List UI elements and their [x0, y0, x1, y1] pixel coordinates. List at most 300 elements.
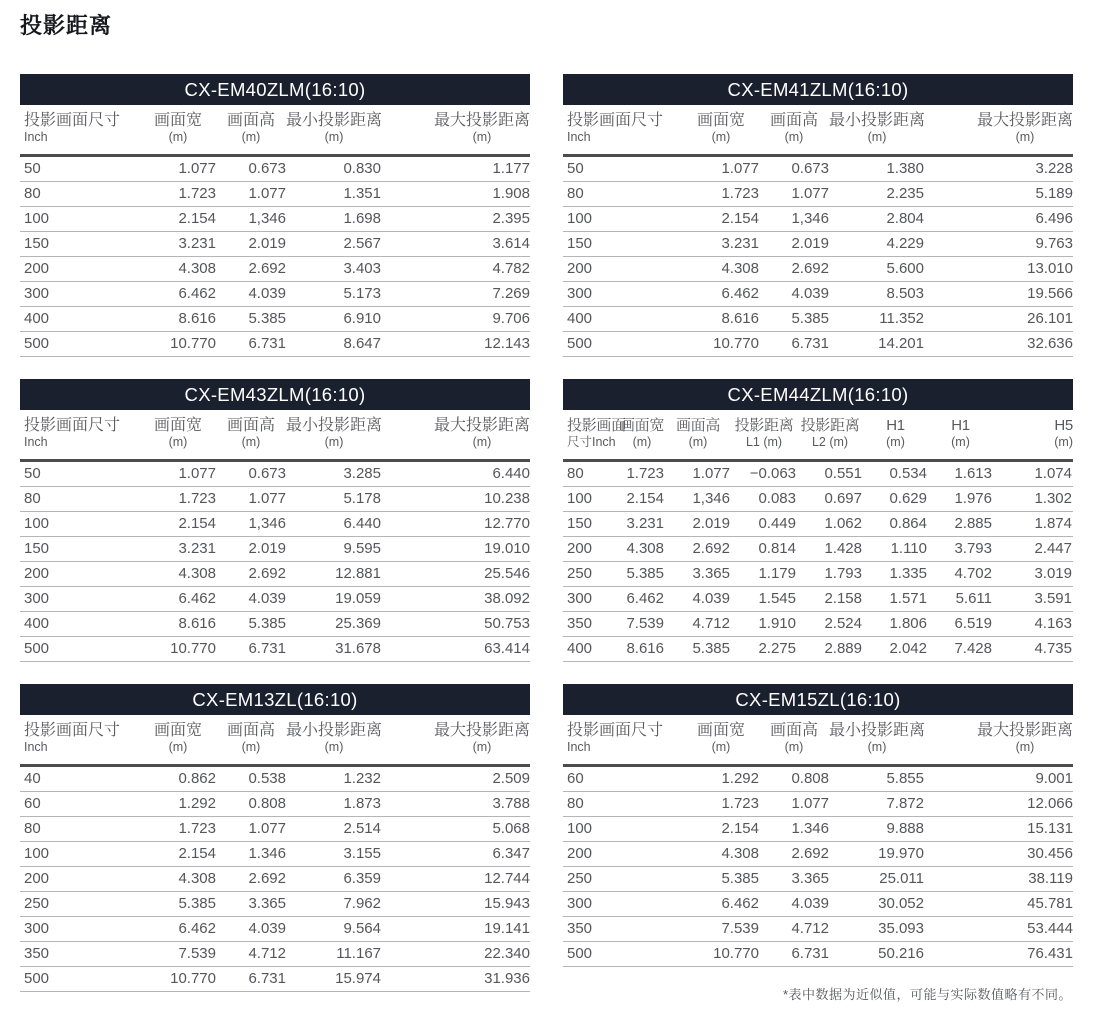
cell: 2.275: [731, 637, 797, 662]
cell: 1.077: [759, 182, 829, 207]
cell: 10.770: [683, 942, 759, 967]
cell: 1.806: [863, 612, 928, 637]
table-title-bar: [20, 379, 530, 410]
column-header-line1: 最大投影距离: [433, 417, 530, 434]
cell: 3.231: [140, 537, 216, 562]
header-row: [20, 715, 530, 766]
cell: 6.462: [619, 587, 665, 612]
cell: 2.692: [216, 257, 286, 282]
column-header-line2: L2 (m): [811, 435, 849, 449]
cell: 1,346: [216, 207, 286, 232]
cell: 6.731: [759, 332, 829, 357]
column-header: [759, 715, 829, 766]
cell: 6.731: [216, 332, 286, 357]
table-title: CX-EM15ZL(16:10): [735, 688, 901, 710]
cell: 4.308: [140, 867, 216, 892]
cell: 2.154: [140, 512, 216, 537]
cell: 7.269: [381, 282, 530, 307]
table-row: [20, 917, 530, 942]
cell: 1.077: [216, 487, 286, 512]
column-header-line1: 最大投影距离: [976, 722, 1073, 739]
column-header-line1: 画面高: [675, 417, 721, 434]
cell: 2.804: [829, 207, 924, 232]
table-title: CX-EM40ZLM(16:10): [184, 78, 366, 100]
column-header: [619, 410, 665, 461]
column-header-line2: (m): [886, 435, 905, 449]
cell: 80: [563, 461, 619, 487]
cell: 2.158: [797, 587, 863, 612]
cell: 4.782: [381, 257, 530, 282]
table-row: [563, 792, 1073, 817]
column-header: [216, 105, 286, 156]
column-header-line1: 投影距离: [800, 417, 860, 434]
cell: −0.063: [731, 461, 797, 487]
projection-table-cx-em43zlm: [20, 379, 530, 662]
cell: 4.712: [665, 612, 731, 637]
cell: 4.308: [683, 842, 759, 867]
cell: 200: [20, 562, 140, 587]
cell: 22.340: [381, 942, 530, 967]
cell: 300: [563, 587, 619, 612]
cell: 76.431: [924, 942, 1073, 967]
column-header-line2: (m): [784, 130, 804, 144]
cell: 1.910: [731, 612, 797, 637]
cell: 30.456: [924, 842, 1073, 867]
column-header-line2: (m): [168, 130, 188, 144]
cell: 1.077: [216, 182, 286, 207]
cell: 19.010: [381, 537, 530, 562]
column-header-line1: 画面高: [769, 722, 818, 739]
table-row: [20, 967, 530, 992]
cell: 200: [20, 867, 140, 892]
cell: 4.039: [216, 282, 286, 307]
cell: 50.753: [381, 612, 530, 637]
cell: 30.052: [829, 892, 924, 917]
cell: 2.019: [216, 232, 286, 257]
cell: 200: [563, 537, 619, 562]
cell: 6.519: [928, 612, 993, 637]
table-row: [20, 537, 530, 562]
cell: 10.770: [140, 637, 216, 662]
cell: 1.346: [759, 817, 829, 842]
cell: 1,346: [216, 512, 286, 537]
cell: 1.077: [216, 817, 286, 842]
cell: 0.538: [216, 766, 286, 792]
column-header: [683, 105, 759, 156]
cell: 200: [20, 257, 140, 282]
column-header: [924, 105, 1073, 156]
cell: 400: [563, 307, 683, 332]
cell: 500: [20, 637, 140, 662]
projection-table-cx-em41zlm: [563, 74, 1073, 357]
cell: 5.173: [286, 282, 381, 307]
header-row: [563, 105, 1073, 156]
cell: 4.039: [665, 587, 731, 612]
column-header-line2: (m): [168, 740, 188, 754]
cell: 50: [20, 461, 140, 487]
cell: 12.066: [924, 792, 1073, 817]
cell: 5.385: [619, 562, 665, 587]
cell: 31.936: [381, 967, 530, 992]
cell: 2.567: [286, 232, 381, 257]
cell: 2.019: [759, 232, 829, 257]
cell: 250: [563, 867, 683, 892]
cell: 2.154: [683, 817, 759, 842]
cell: 12.744: [381, 867, 530, 892]
column-header: [863, 410, 928, 461]
column-header-line2: (m): [711, 130, 731, 144]
cell: 8.616: [140, 307, 216, 332]
cell: 6.462: [683, 282, 759, 307]
table-row: [20, 792, 530, 817]
cell: 1.874: [993, 512, 1073, 537]
column-header: [381, 410, 530, 461]
cell: 0.814: [731, 537, 797, 562]
cell: 7.539: [683, 917, 759, 942]
cell: 0.449: [731, 512, 797, 537]
table-title-bar: [20, 74, 530, 105]
column-header-line2: (m): [1015, 740, 1035, 754]
cell: 1.723: [683, 182, 759, 207]
column-header: [759, 105, 829, 156]
cell: 7.872: [829, 792, 924, 817]
cell: 80: [20, 487, 140, 512]
table-row: [20, 282, 530, 307]
cell: 53.444: [924, 917, 1073, 942]
cell: 80: [20, 182, 140, 207]
cell: 1.613: [928, 461, 993, 487]
cell: 2.395: [381, 207, 530, 232]
cell: 6.731: [216, 967, 286, 992]
cell: 400: [20, 307, 140, 332]
table-row: [563, 282, 1073, 307]
column-header-line1: 画面高: [226, 722, 275, 739]
column-header: [381, 715, 530, 766]
table-row: [20, 892, 530, 917]
cell: 4.702: [928, 562, 993, 587]
cell: 40: [20, 766, 140, 792]
cell: 1.698: [286, 207, 381, 232]
cell: 1.077: [683, 156, 759, 182]
table-row: [563, 817, 1073, 842]
column-header-line2: (m): [241, 435, 261, 449]
column-header-line2: (m): [241, 740, 261, 754]
cell: 80: [20, 817, 140, 842]
table-row: [563, 182, 1073, 207]
column-header-line2: Inch: [24, 435, 48, 449]
table-band-1: [20, 74, 1073, 357]
table-row: [563, 892, 1073, 917]
cell: 1.723: [140, 817, 216, 842]
cell: 15.943: [381, 892, 530, 917]
cell: 2.019: [216, 537, 286, 562]
cell: 100: [20, 207, 140, 232]
right-column: [563, 684, 1073, 1003]
cell: 4.735: [993, 637, 1073, 662]
cell: 8.647: [286, 332, 381, 357]
cell: 60: [563, 766, 683, 792]
column-header-line1: 投影画面尺寸: [24, 722, 121, 739]
cell: 63.414: [381, 637, 530, 662]
table-row: [20, 156, 530, 182]
cell: 1.074: [993, 461, 1073, 487]
column-header-line1: 投影画面尺寸: [24, 417, 121, 434]
cell: 7.428: [928, 637, 993, 662]
cell: 4.712: [216, 942, 286, 967]
cell: 6.731: [759, 942, 829, 967]
column-header-line2: (m): [784, 740, 804, 754]
cell: 1.723: [683, 792, 759, 817]
cell: 5.385: [683, 867, 759, 892]
cell: 1.723: [140, 182, 216, 207]
cell: 4.229: [829, 232, 924, 257]
table-row: [20, 817, 530, 842]
cell: 5.068: [381, 817, 530, 842]
column-header-line1: H1: [951, 417, 970, 434]
cell: 3.228: [924, 156, 1073, 182]
projection-table-cx-em44zlm: [563, 379, 1073, 662]
column-header: [20, 715, 140, 766]
cell: 7.539: [140, 942, 216, 967]
cell: 9.706: [381, 307, 530, 332]
table-row: [563, 512, 1073, 537]
table-row: [563, 562, 1073, 587]
table-row: [20, 307, 530, 332]
cell: 100: [563, 487, 619, 512]
cell: 80: [563, 182, 683, 207]
cell: 400: [20, 612, 140, 637]
column-header-line2: (m): [1054, 435, 1073, 449]
table-row: [20, 207, 530, 232]
cell: 200: [563, 257, 683, 282]
cell: 2.885: [928, 512, 993, 537]
table-title: CX-EM43ZLM(16:10): [184, 383, 366, 405]
column-header-line1: 最大投影距离: [433, 722, 530, 739]
cell: 38.119: [924, 867, 1073, 892]
column-header-line1: 画面宽: [619, 417, 665, 434]
column-header-line2: Inch: [567, 130, 591, 144]
column-header: [381, 105, 530, 156]
cell: 9.595: [286, 537, 381, 562]
column-header: [829, 105, 924, 156]
cell: 4.039: [759, 892, 829, 917]
cell: 12.143: [381, 332, 530, 357]
cell: 3.403: [286, 257, 381, 282]
table-row: [563, 537, 1073, 562]
column-header: [731, 410, 797, 461]
cell: 0.673: [216, 156, 286, 182]
cell: 0.629: [863, 487, 928, 512]
cell: 300: [563, 282, 683, 307]
cell: 15.131: [924, 817, 1073, 842]
cell: 5.385: [216, 612, 286, 637]
cell: 1.793: [797, 562, 863, 587]
cell: 19.970: [829, 842, 924, 867]
cell: 6.462: [140, 587, 216, 612]
column-header-line1: H5: [1054, 417, 1073, 434]
projection-table-cx-em15zl: [563, 684, 1073, 967]
cell: 1.179: [731, 562, 797, 587]
table-row: [20, 766, 530, 792]
cell: 1.232: [286, 766, 381, 792]
column-header-line2: Inch: [24, 130, 48, 144]
cell: 0.864: [863, 512, 928, 537]
header-row: [20, 105, 530, 156]
cell: 6.440: [286, 512, 381, 537]
cell: 15.974: [286, 967, 381, 992]
cell: 6.496: [924, 207, 1073, 232]
column-header-line1: 画面宽: [153, 722, 202, 739]
cell: 4.163: [993, 612, 1073, 637]
table-row: [20, 562, 530, 587]
cell: 2.154: [140, 207, 216, 232]
cell: 50: [20, 156, 140, 182]
column-header: [563, 105, 683, 156]
table-title-bar: [563, 379, 1073, 410]
cell: 150: [563, 512, 619, 537]
cell: 25.369: [286, 612, 381, 637]
projection-table-cx-em13zl: [20, 684, 530, 992]
cell: 4.039: [216, 587, 286, 612]
column-header-line2: (m): [472, 435, 492, 449]
cell: 8.616: [683, 307, 759, 332]
cell: 1.335: [863, 562, 928, 587]
cell: 3.365: [216, 892, 286, 917]
column-header-line2: (m): [168, 435, 188, 449]
table-row: [563, 307, 1073, 332]
column-header-line2: Inch: [567, 740, 591, 754]
column-header: [797, 410, 863, 461]
column-header-line2: 尺寸Inch: [567, 435, 616, 449]
cell: 1.873: [286, 792, 381, 817]
table-row: [20, 867, 530, 892]
cell: 12.881: [286, 562, 381, 587]
cell: 300: [20, 917, 140, 942]
column-header-line1: 画面高: [226, 112, 275, 129]
cell: 100: [20, 512, 140, 537]
cell: 2.524: [797, 612, 863, 637]
cell: 12.770: [381, 512, 530, 537]
cell: 19.059: [286, 587, 381, 612]
cell: 1.077: [140, 461, 216, 487]
column-header-line2: L1 (m): [745, 435, 783, 449]
cell: 2.447: [993, 537, 1073, 562]
cell: 100: [563, 207, 683, 232]
cell: 4.308: [619, 537, 665, 562]
cell: 5.855: [829, 766, 924, 792]
cell: 32.636: [924, 332, 1073, 357]
cell: 19.141: [381, 917, 530, 942]
cell: 50.216: [829, 942, 924, 967]
cell: 0.862: [140, 766, 216, 792]
cell: 2.042: [863, 637, 928, 662]
column-header-line2: (m): [867, 130, 887, 144]
column-header-line1: 投影画面尺寸: [567, 112, 664, 129]
column-header-line1: 画面宽: [153, 417, 202, 434]
table-row: [563, 766, 1073, 792]
column-header-line1: H1: [886, 417, 905, 434]
cell: 500: [563, 942, 683, 967]
cell: 3.155: [286, 842, 381, 867]
cell: 1.346: [216, 842, 286, 867]
column-header: [563, 410, 626, 461]
table-row: [20, 232, 530, 257]
column-header-line2: (m): [241, 130, 261, 144]
table-row: [20, 182, 530, 207]
cell: 10.238: [381, 487, 530, 512]
cell: 500: [20, 967, 140, 992]
cell: 0.808: [759, 766, 829, 792]
table-row: [563, 637, 1073, 662]
cell: 35.093: [829, 917, 924, 942]
column-header: [286, 715, 381, 766]
column-header-line1: 最小投影距离: [829, 112, 926, 129]
cell: 200: [563, 842, 683, 867]
column-header-line1: 最小投影距离: [829, 722, 926, 739]
cell: 1.302: [993, 487, 1073, 512]
cell: 5.600: [829, 257, 924, 282]
cell: 10.770: [683, 332, 759, 357]
column-header-line1: 画面高: [226, 417, 275, 434]
cell: 300: [20, 282, 140, 307]
cell: 2.514: [286, 817, 381, 842]
cell: 2.235: [829, 182, 924, 207]
table-row: [20, 512, 530, 537]
column-header: [20, 105, 140, 156]
cell: 1.077: [665, 461, 731, 487]
cell: 0.697: [797, 487, 863, 512]
table-row: [20, 842, 530, 867]
cell: 2.019: [665, 512, 731, 537]
cell: 6.440: [381, 461, 530, 487]
cell: 2.509: [381, 766, 530, 792]
cell: 3.019: [993, 562, 1073, 587]
column-header: [286, 410, 381, 461]
cell: 1.723: [619, 461, 665, 487]
cell: 500: [563, 332, 683, 357]
cell: 0.808: [216, 792, 286, 817]
cell: 150: [20, 537, 140, 562]
table-row: [563, 942, 1073, 967]
cell: 3.591: [993, 587, 1073, 612]
cell: 8.616: [619, 637, 665, 662]
cell: 2.692: [216, 562, 286, 587]
column-header-line2: (m): [324, 130, 344, 144]
cell: 3.793: [928, 537, 993, 562]
table-row: [20, 487, 530, 512]
column-header: [140, 715, 216, 766]
cell: 2.692: [759, 842, 829, 867]
column-header-line2: (m): [1015, 130, 1035, 144]
column-header-line1: 画面高: [769, 112, 818, 129]
cell: 6.910: [286, 307, 381, 332]
cell: 10.770: [140, 967, 216, 992]
column-header-line2: Inch: [24, 740, 48, 754]
cell: 25.011: [829, 867, 924, 892]
table-title: CX-EM41ZLM(16:10): [727, 78, 909, 100]
cell: 350: [563, 612, 619, 637]
cell: 1,346: [759, 207, 829, 232]
cell: 0.083: [731, 487, 797, 512]
cell: 100: [20, 842, 140, 867]
cell: 1.292: [683, 766, 759, 792]
cell: 19.566: [924, 282, 1073, 307]
cell: 4.308: [140, 257, 216, 282]
column-header: [216, 410, 286, 461]
table-row: [563, 487, 1073, 512]
table-row: [20, 942, 530, 967]
cell: 1.062: [797, 512, 863, 537]
